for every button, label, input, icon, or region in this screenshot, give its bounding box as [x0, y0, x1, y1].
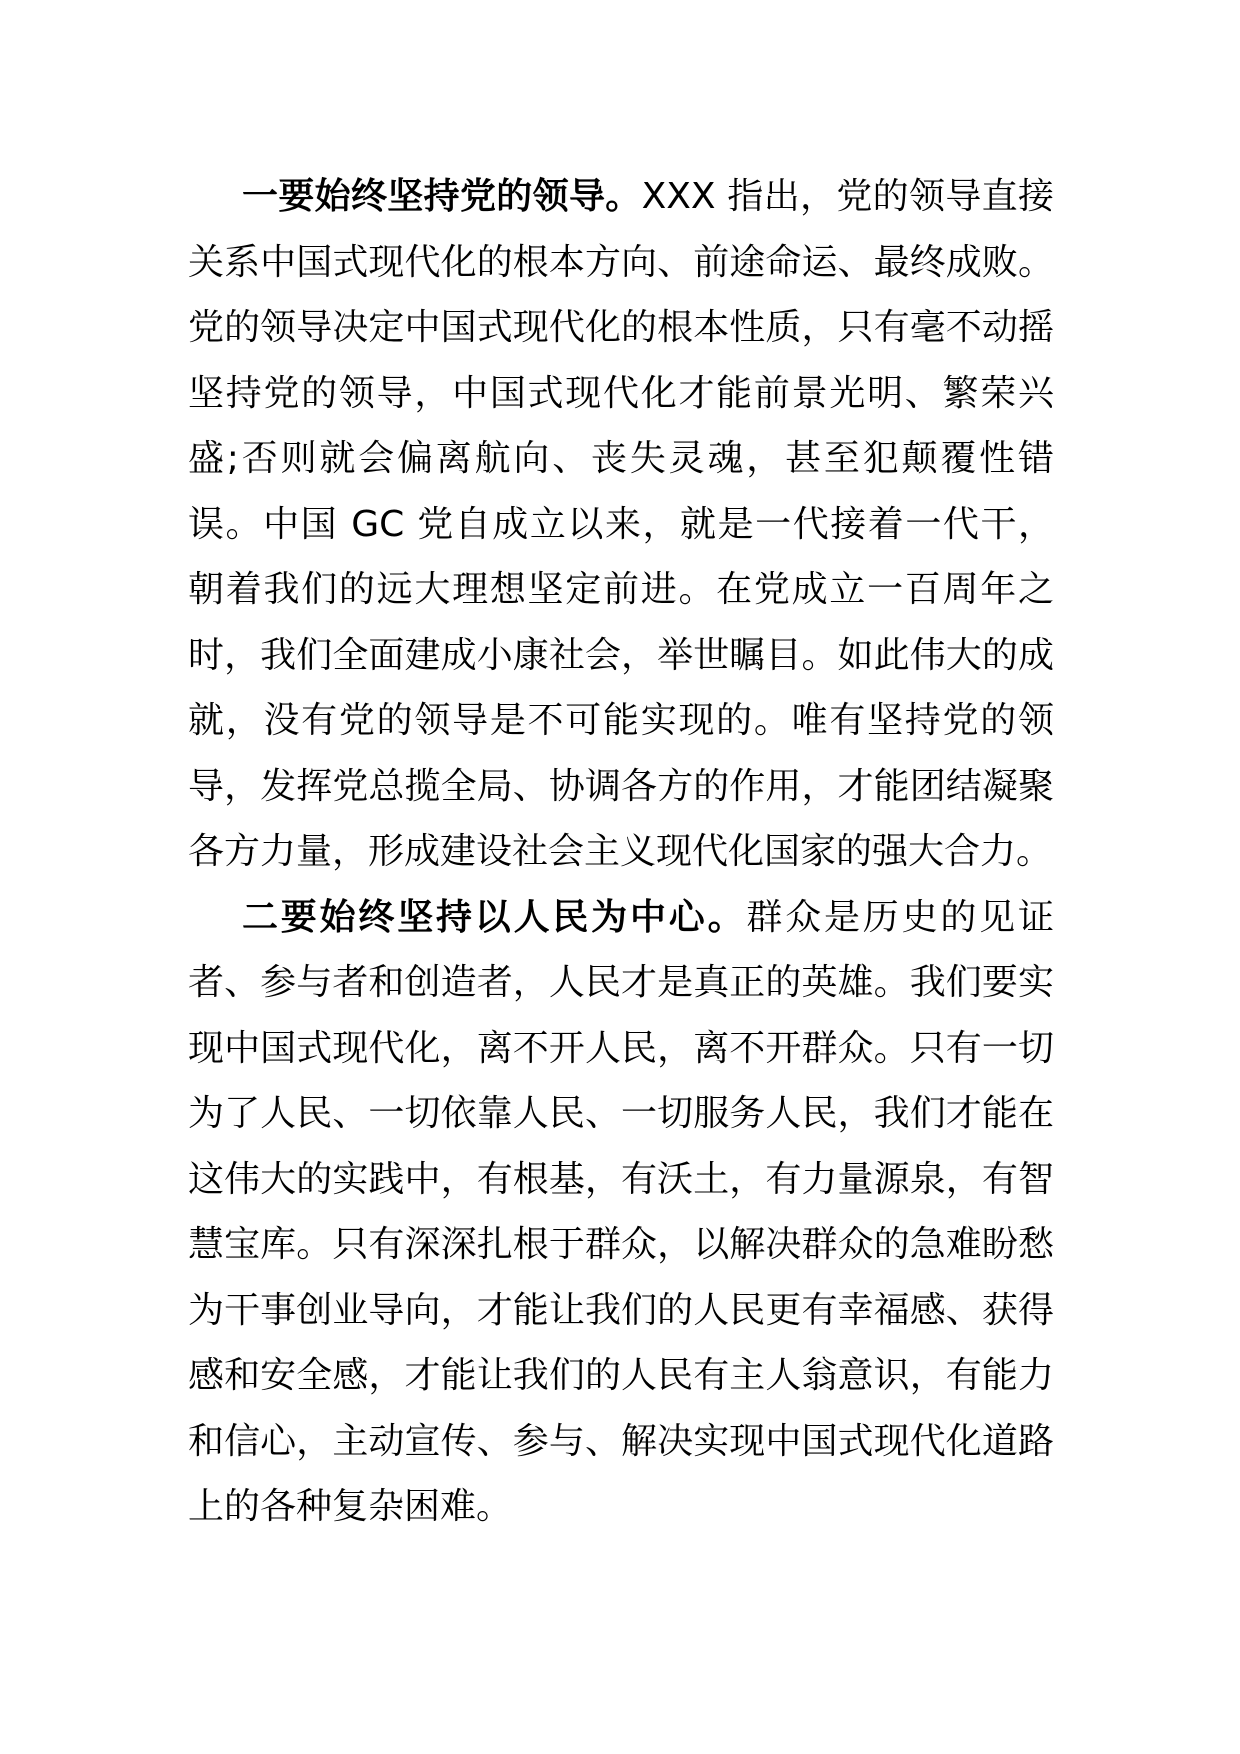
paragraph-2-text: 群众是历史的见证者、参与者和创造者，人民才是真正的英雄。我们要实现中国式现代化，离不开人民，离不开群众。只有一切为了人民、一切依靠人民、一切服务人民，我们才能在这伟大的实践中，有根基，有沃土，有力量源泉，有智慧宝库。只有深深扎根于群众，以解决群众的急难盼愁为干事创业导向，才能让我们的人民更有幸福感、获得感和安全感，才能让我们的人民有主人翁意识，有能力和信心，主动宣传、参与、解决实现中国式现代化道路上的各种复杂困难。: [188, 896, 1054, 1527]
paragraph-2: [188, 885, 1054, 1540]
document-body: [188, 164, 1054, 1540]
paragraph-1: [188, 164, 1054, 885]
paragraph-1-text: XXX 指出，党的领导直接关系中国式现代化的根本方向、前途命运、最终成败。党的领导决定中国式现代化的根本性质，只有毫不动摇坚持党的领导，中国式现代化才能前景光明、繁荣兴盛;否则就会偏离航向、丧失灵魂，甚至犯颠覆性错误。中国 GC 党自成立以来，就是一代接着一代干，朝着我们的远大理想坚定前进。在党成立一百周年之时，我们全面建成小康社会，举世瞩目。如此伟大的成就，没有党的领导是不可能实现的。唯有坚持党的领导，发挥党总揽全局、协调各方的作用，才能团结凝聚各方力量，形成建设社会主义现代化国家的强大合力。: [188, 176, 1054, 872]
paragraph-2-lead: 二要始终坚持以人民为中心。: [242, 896, 747, 938]
paragraph-1-lead: 一要始终坚持党的领导。: [242, 176, 642, 217]
